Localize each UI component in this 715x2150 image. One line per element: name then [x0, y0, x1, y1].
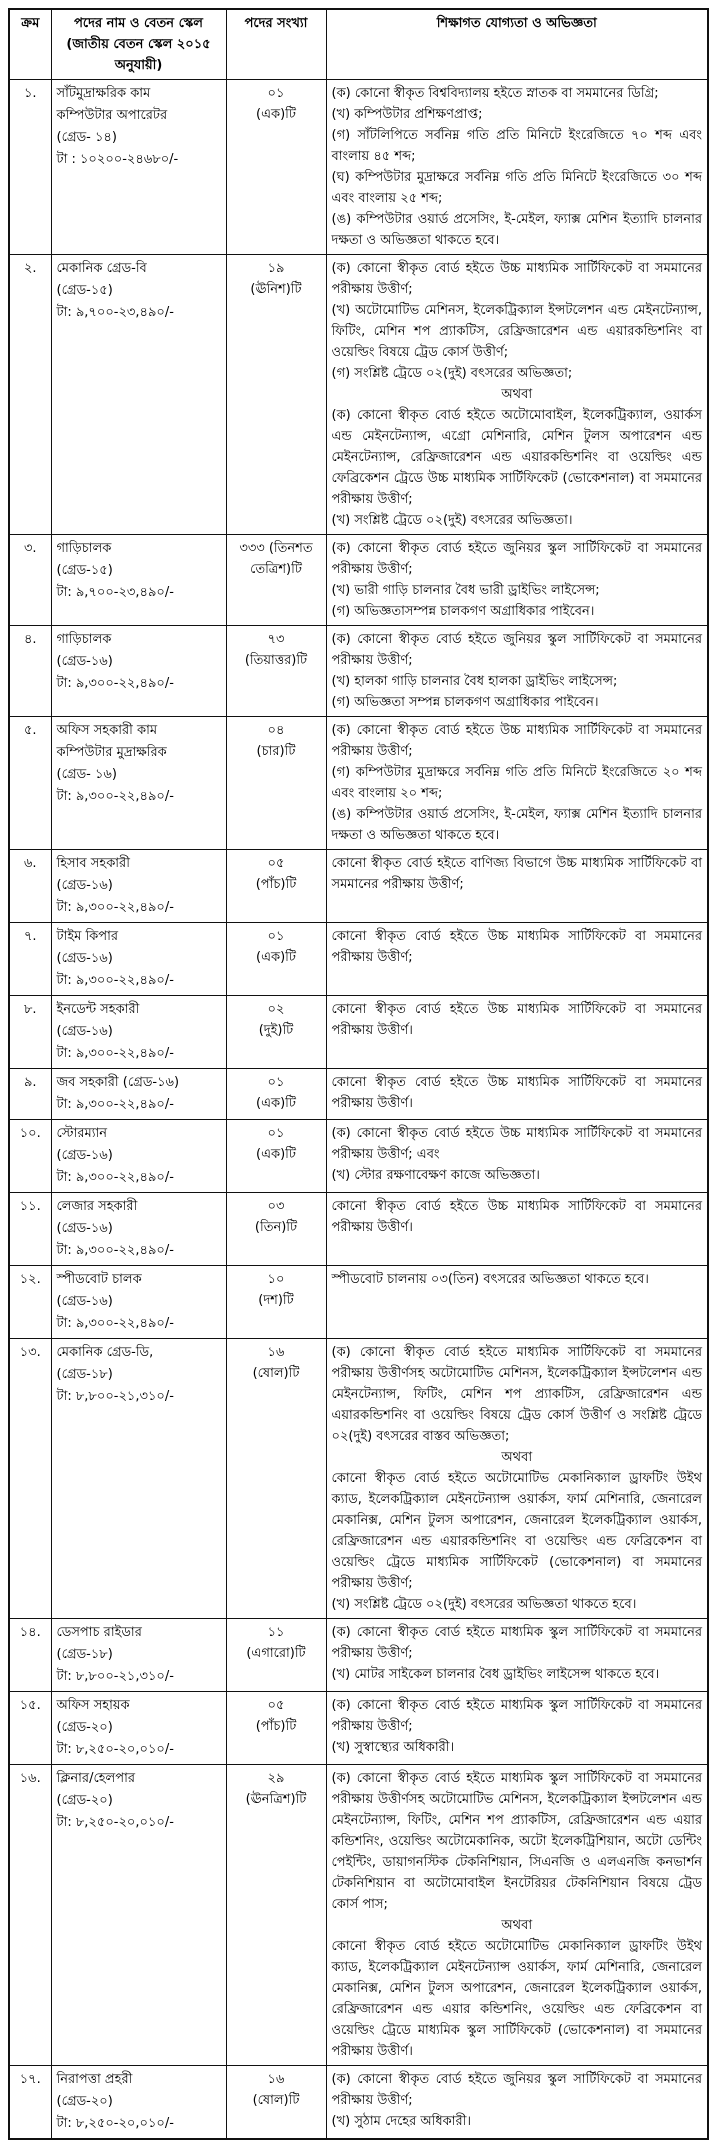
qualification-paragraph: অথবা [501, 1450, 533, 1465]
post-count-line: তেত্রিশ)টি [250, 562, 302, 577]
post-count-line: ১৬ [267, 1345, 285, 1360]
qualification-paragraph: (ক) কোনো স্বীকৃত বোর্ড হইতে অটোমোবাইল, ইলেকট্রিক্যাল, ওয়ার্কস এন্ড মেইনটেন্যান্স, এগ্রো মেশিনারি, মেশিন টুলস অপারেশন এন্ড মেইনটেন্যান্স, রেফ্রিজারেশন এন্ড এয়ারকন্ডিশনিং বা ওয়েল্ডিং এন্ড ফেব্রিকেশন ট্রেডে উচ্চ মাধ্যমিক সার্টিফিকেট (ভোকেশনাল) বা সমমানের পরীক্ষায় উত্তীর্ণ; [331, 408, 702, 507]
qualification-paragraph: (ঙ) কম্পিউটার ওয়ার্ড প্রসেসিং, ই-মেইল, ফ্যাক্স মেশিন ইত্যাদি চালনার দক্ষতা ও অভিজ্ঞতা থাকতে হবে। [331, 807, 702, 843]
table-row [9, 535, 708, 626]
qualification-paragraph: কোনো স্বীকৃত বোর্ড হইতে উচ্চ মাধ্যমিক সার্টিফিকেট বা সমমানের পরীক্ষায় উত্তীর্ণ; [331, 929, 702, 965]
post-name-line: সাঁটমুদ্রাক্ষরিক কাম [56, 86, 151, 101]
post-name-line: টা: ৮,৮০০-২১,৩১০/- [56, 1669, 174, 1684]
qualification-paragraph: কোনো স্বীকৃত বোর্ড হইতে বাণিজ্য বিভাগে উচ্চ মাধ্যমিক সার্টিফিকেট বা সমমানের পরীক্ষায় উত্তীর্ণ; [331, 856, 702, 892]
post-name-line: টা: ৮,২৫০-২০,০১০/- [56, 2116, 174, 2131]
post-name-line: মেকানিক গ্রেড-বি [56, 261, 147, 276]
table-row [9, 1692, 708, 1765]
post-name-line: (গ্রেড-২০) [56, 1793, 113, 1808]
qualification-paragraph: (ক) কোনো স্বীকৃত বোর্ড হইতে মাধ্যমিক সার্টিফিকেট বা সমমানের পরীক্ষায় উত্তীর্ণসহ অটোমোটিভ মেশিনস, ইলেকট্রিক্যাল ইন্সটলেশন এন্ড মেইনটেন্যান্স, ফিটিং, মেশিন শপ প্র্যাকটিস, রেফ্রিজারেশন এন্ড এয়ারকন্ডিশনিং বা ওয়েল্ডিং বিষয়ে ট্রেড কোর্স উত্তীর্ণ ও সংশ্লিষ্ট ট্রেডে ০২(দুই) বৎসরের বাস্তব অভিজ্ঞতা; [331, 1345, 702, 1444]
table-row [9, 1619, 708, 1692]
table-row [9, 996, 708, 1069]
serial-cell [9, 2066, 51, 2140]
qualification-paragraph: (গ) অভিজ্ঞতাসম্পন্ন চালকগণ অগ্রাধিকার পাইবেন। [331, 604, 595, 619]
post-name-line: (গ্রেড- ১৬) [56, 767, 117, 782]
post-count-line: ০৫ [267, 1698, 285, 1713]
post-count-cell [226, 923, 326, 996]
post-name-line: (গ্রেড-১৮) [56, 1647, 113, 1662]
post-name-line: টা: ৮,২৫০-২০,০১০/- [56, 1815, 174, 1830]
post-name-line: নিরাপত্তা প্রহরী [56, 2072, 133, 2087]
qualification-paragraph: (খ) স্টোর রক্ষণাবেক্ষণ কাজে অভিজ্ঞতা। [331, 1168, 540, 1183]
post-name-line: টা: ৯,৩০০-২২,৪৯০/- [56, 973, 174, 988]
serial-cell [9, 1069, 51, 1120]
table-row [9, 850, 708, 923]
post-count-line: ০১ [267, 1075, 285, 1090]
post-name-line: টা: ৯,৩০০-২২,৪৯০/- [56, 1243, 174, 1258]
qualification-paragraph: (ক) কোনো স্বীকৃত বোর্ড হইতে জুনিয়র স্কুল সার্টিফিকেট বা সমমানের পরীক্ষায় উত্তীর্ণ; [331, 541, 702, 577]
post-count-cell [226, 717, 326, 850]
post-name-line: (গ্রেড-১৫) [56, 563, 113, 578]
qualification-paragraph: (ক) কোনো স্বীকৃত বোর্ড হইতে জুনিয়র স্কুল সার্টিফিকেট বা সমমানের পরীক্ষায় উত্তীর্ণ; [331, 632, 702, 668]
header-post-name-pay-scale: পদের নাম ও বেতন স্কেল (জাতীয় বেতন স্কেল ২০১৫ অনুযায়ী) [51, 9, 226, 80]
post-name-line: টা: ৯,৭০০-২৩,৪৯০/- [56, 305, 174, 320]
post-name-line: টা: ৯,৩০০-২২,৪৯০/- [56, 900, 174, 915]
qualification-paragraph: (খ) ভারী গাড়ি চালনার বৈধ ভারী ড্রাইভিং লাইসেন্স; [331, 583, 600, 598]
serial-number: ৯. [23, 1075, 37, 1090]
table-row [9, 1069, 708, 1120]
qualification-paragraph: (ক) কোনো স্বীকৃত বোর্ড হইতে মাধ্যমিক স্কুল সার্টিফিকেট বা সমমানের পরীক্ষায় উত্তীর্ণ; [331, 1698, 702, 1734]
post-name-line: টা: ৯,৩০০-২২,৪৯০/- [56, 676, 174, 691]
post-name-line: (গ্রেড-১৬) [56, 1148, 113, 1163]
qualification-paragraph: (খ) সুঠাম দেহের অধিকারী। [331, 2114, 472, 2129]
table-row [9, 1120, 708, 1193]
post-count-line: (ষোল)টি [252, 2093, 300, 2108]
post-name-cell [51, 2066, 226, 2140]
post-name-line: টা: ৯,৭০০-২৩,৪৯০/- [56, 585, 174, 600]
table-body [9, 80, 708, 2140]
post-count-line: (চার)টি [256, 744, 296, 759]
table-row [9, 80, 708, 255]
qualification-paragraph: (ঘ) কম্পিউটার মুদ্রাক্ষরে সর্বনিম্ন গতি প্রতি মিনিটে ইংরেজিতে ৩০ শব্দ এবং বাংলায় ২৫ শব্দ; [331, 170, 702, 206]
post-name-cell [51, 1266, 226, 1339]
post-name-line: ইনডেন্ট সহকারী [56, 1002, 140, 1017]
serial-number: ৭. [23, 929, 37, 944]
post-name-line: (গ্রেড-২০) [56, 1720, 113, 1735]
post-name-line: (গ্রেড- ১৪) [56, 130, 117, 145]
post-name-line: ডেসপাচ রাইডার [56, 1625, 142, 1640]
post-name-line: গাড়িচালক [56, 541, 112, 556]
table-row [9, 2066, 708, 2140]
qualification-paragraph: (খ) কম্পিউটার প্রশিক্ষণপ্রাপ্ত; [331, 107, 483, 122]
post-count-cell [226, 626, 326, 717]
qualification-cell [326, 2066, 708, 2140]
post-count-line: ০২ [267, 1002, 285, 1017]
serial-cell [9, 1339, 51, 1619]
table-row [9, 1339, 708, 1619]
header-post-count: পদের সংখ্যা [226, 9, 326, 80]
post-count-cell [226, 255, 326, 535]
post-name-cell [51, 850, 226, 923]
qualification-paragraph: স্পীডবোট চালনায় ০৩(তিন) বৎসরের অভিজ্ঞতা থাকতে হবে। [331, 1272, 649, 1287]
post-count-line: ০৪ [267, 723, 285, 738]
qualification-cell [326, 1619, 708, 1692]
post-count-cell [226, 1193, 326, 1266]
qualification-cell [326, 1339, 708, 1619]
header-row [9, 9, 708, 80]
post-name-line: (গ্রেড-২০) [56, 2094, 113, 2109]
serial-number: ১. [23, 86, 37, 101]
post-name-cell [51, 717, 226, 850]
post-name-line: অফিস সহকারী কাম [56, 723, 158, 738]
post-name-line: (গ্রেড-১৮) [56, 1367, 113, 1382]
qualification-paragraph: (ক) কোনো স্বীকৃত বিশ্ববিদ্যালয় হইতে স্নাতক বা সমমানের ডিগ্রি; [331, 86, 659, 101]
post-name-cell [51, 1193, 226, 1266]
table-row [9, 923, 708, 996]
serial-number: ৫. [23, 723, 37, 738]
serial-cell [9, 1266, 51, 1339]
post-name-cell [51, 1120, 226, 1193]
post-name-cell [51, 255, 226, 535]
serial-cell [9, 1692, 51, 1765]
post-count-cell [226, 1619, 326, 1692]
post-name-line: জব সহকারী (গ্রেড-১৬) [56, 1075, 180, 1090]
qualification-paragraph: (খ) সুস্বাস্থ্যের অধিকারী। [331, 1740, 455, 1755]
qualification-paragraph: (ক) কোনো স্বীকৃত বোর্ড হইতে মাধ্যমিক স্কুল সার্টিফিকেট বা সমমানের পরীক্ষায় উত্তীর্ণসহ অটোমোটিভ মেশিনস, ইলেকট্রিক্যাল ইন্সটলেশন এন্ড মেইনটেন্যান্স, ফিটিং, মেশিন শপ প্র্যাকটিস, রেফ্রিজারেশন এন্ড এয়ার কন্ডিশনিং, ওয়েল্ডিং অটোমেকানিক, অটো ইলেকট্রিশিয়ান, অটো ডেন্টিং পেইন্টিং, ডায়াগনস্টিক টেকনিশিয়ান, সিএনজি ও এলএনজি কনভার্শন টেকনিশিয়ান বা অটোমোবাইল ইনটেরিয়র টেকনিশিয়ান বিষয়ে ট্রেড কোর্স পাস; [331, 1771, 702, 1912]
post-count-line: ০৫ [267, 856, 285, 871]
post-count-line: (এক)টি [256, 107, 296, 122]
post-name-line: স্টোরম্যান [56, 1126, 108, 1141]
serial-cell [9, 1765, 51, 2066]
post-count-line: ১৯ [267, 261, 285, 276]
post-name-cell [51, 996, 226, 1069]
post-name-cell [51, 80, 226, 255]
post-name-line: (গ্রেড-১৫) [56, 283, 113, 298]
post-name-line: (গ্রেড-১৬) [56, 1294, 113, 1309]
serial-cell [9, 1120, 51, 1193]
post-name-line: (গ্রেড-১৬) [56, 654, 113, 669]
post-name-line: কম্পিউটার মুদ্রাক্ষরিক [56, 745, 167, 760]
qualification-cell [326, 1120, 708, 1193]
serial-number: ১০. [19, 1126, 41, 1141]
post-count-line: ০১ [267, 1126, 285, 1141]
post-name-line: (গ্রেড-১৬) [56, 1221, 113, 1236]
serial-number: ৬. [23, 856, 37, 871]
post-name-cell [51, 535, 226, 626]
post-name-cell [51, 1619, 226, 1692]
qualification-cell [326, 717, 708, 850]
qualification-cell [326, 80, 708, 255]
qualification-paragraph: (গ) অভিজ্ঞতা সম্পন্ন চালকগণ অগ্রাধিকার পাইবেন। [331, 695, 599, 710]
post-name-line: ক্লিনার/হেলপার [56, 1771, 135, 1786]
post-count-line: ০১ [267, 86, 285, 101]
post-count-cell [226, 1266, 326, 1339]
post-name-cell [51, 1692, 226, 1765]
serial-cell [9, 923, 51, 996]
post-name-line: টাইম কিপার [56, 929, 119, 944]
post-count-cell [226, 1692, 326, 1765]
qualification-paragraph: (খ) অটোমোটিভ মেশিনস, ইলেকট্রিক্যাল ইন্সটলেশন এন্ড মেইনটেন্যান্স, ফিটিং, মেশিন শপ প্র্যাকটিস, রেফ্রিজারেশন এন্ড এয়ারকন্ডিশনিং বা ওয়েল্ডিং বিষয়ে ট্রেড কোর্স উত্তীর্ণ; [331, 303, 702, 360]
post-name-line: টা : ১০২০০-২৪৬৮০/- [56, 152, 179, 167]
post-count-line: (ঊনত্রিশ)টি [245, 1792, 307, 1807]
qualification-cell [326, 1069, 708, 1120]
serial-number: ১১. [19, 1199, 41, 1214]
post-count-line: (পাঁচ)টি [255, 877, 297, 892]
post-name-line: হিসাব সহকারী [56, 856, 130, 871]
qualification-paragraph: (খ) সংশ্লিষ্ট ট্রেডে ০২(দুই) বৎসরের অভিজ্ঞতা থাকতে হবে। [331, 1597, 637, 1612]
qualification-cell [326, 1266, 708, 1339]
serial-number: ১৪. [19, 1625, 41, 1640]
serial-cell [9, 717, 51, 850]
post-count-line: ১৬ [267, 2072, 285, 2087]
post-count-line: ৭৩ [267, 632, 285, 647]
serial-number: ১৩. [19, 1345, 41, 1360]
qualification-paragraph: (ক) কোনো স্বীকৃত বোর্ড হইতে জুনিয়র স্কুল সার্টিফিকেট বা সমমানের পরীক্ষায় উত্তীর্ণ; [331, 2072, 702, 2108]
serial-number: ১৭. [19, 2072, 41, 2087]
post-count-cell [226, 1120, 326, 1193]
post-count-line: (দশ)টি [258, 1293, 294, 1308]
qualification-paragraph: (ক) কোনো স্বীকৃত বোর্ড হইতে উচ্চ মাধ্যমিক সার্টিফিকেট বা সমমানের পরীক্ষায় উত্তীর্ণ; [331, 723, 702, 759]
post-name-line: টা: ৮,২৫০-২০,০১০/- [56, 1742, 174, 1757]
post-count-line: (পাঁচ)টি [255, 1719, 297, 1734]
table-row [9, 255, 708, 535]
qualification-paragraph: কোনো স্বীকৃত বোর্ড হইতে উচ্চ মাধ্যমিক সার্টিফিকেট বা সমমানের পরীক্ষায় উত্তীর্ণ। [331, 1199, 702, 1235]
post-name-cell [51, 1069, 226, 1120]
post-count-line: (এক)টি [256, 1147, 296, 1162]
serial-number: ৮. [23, 1002, 37, 1017]
serial-number: ৪. [23, 632, 37, 647]
post-name-line: (গ্রেড-১৬) [56, 951, 113, 966]
post-name-line: টা: ৯,৩০০-২২,৪৯০/- [56, 789, 174, 804]
serial-cell [9, 80, 51, 255]
post-name-cell [51, 1765, 226, 2066]
post-count-cell [226, 1765, 326, 2066]
post-name-cell [51, 626, 226, 717]
qualification-paragraph: কোনো স্বীকৃত বোর্ড হইতে অটোমোটিভ মেকানিক্যাল ড্রাফটিং উইথ ক্যাড, ইলেকট্রিক্যাল মেইনটেন্যান্স ওয়ার্কস, ফার্ম মেশিনারি, জেনারেল মেকানিক্স, মেশিন টুলস অপারেশন, জেনারেল ইলেকট্রিক্যাল ওয়ার্কস, রেফ্রিজারেশন এন্ড এয়ার কন্ডিশনিং, ওয়েল্ডিং এন্ড ফেব্রিকেশন বা ওয়েল্ডিং ট্রেডে মাধ্যমিক স্কুল সার্টিফিকেট (ভোকেশনাল) বা সমমানের পরীক্ষায় উত্তীর্ণ। [331, 1939, 702, 2059]
qualification-paragraph: অথবা [501, 387, 533, 402]
qualification-paragraph: (ক) কোনো স্বীকৃত বোর্ড হইতে উচ্চ মাধ্যমিক সার্টিফিকেট বা সমমানের পরীক্ষায় উত্তীর্ণ; [331, 261, 702, 297]
qualification-paragraph: (ক) কোনো স্বীকৃত বোর্ড হইতে উচ্চ মাধ্যমিক সার্টিফিকেট বা সমমানের পরীক্ষায় উত্তীর্ণ; এবং [331, 1126, 702, 1162]
post-name-line: টা: ৯,৩০০-২২,৪৯০/- [56, 1316, 174, 1331]
qualification-paragraph: (খ) মোটর সাইকেল চালনার বৈধ ড্রাইভিং লাইসেন্স থাকতে হবে। [331, 1667, 660, 1682]
qualification-paragraph: (ক) কোনো স্বীকৃত বোর্ড হইতে মাধ্যমিক স্কুল সার্টিফিকেট বা সমমানের পরীক্ষায় উত্তীর্ণ; [331, 1625, 702, 1661]
post-count-line: ২৯ [267, 1771, 285, 1786]
serial-number: ৩. [23, 541, 37, 556]
post-name-line: লেজার সহকারী [56, 1199, 138, 1214]
post-name-line: স্পীডবোট চালক [56, 1272, 142, 1287]
header-serial: ক্রম [9, 9, 51, 80]
post-name-line: গাড়িচালক [56, 632, 112, 647]
post-count-line: ০১ [267, 929, 285, 944]
post-count-cell [226, 850, 326, 923]
serial-cell [9, 626, 51, 717]
post-name-line: টা: ৯,৩০০-২২,৪৯০/- [56, 1170, 174, 1185]
post-count-cell [226, 2066, 326, 2140]
post-name-line: টা: ৮,৮০০-২১,৩১০/- [56, 1389, 174, 1404]
post-name-cell [51, 923, 226, 996]
qualification-cell [326, 1765, 708, 2066]
recruitment-table [8, 8, 709, 2140]
table-row [9, 626, 708, 717]
post-count-line: ৩৩৩ (তিনশত [239, 541, 313, 556]
serial-cell [9, 535, 51, 626]
post-name-line: অফিস সহায়ক [56, 1698, 130, 1713]
post-count-line: (এগারো)টি [246, 1646, 306, 1661]
qualification-paragraph: অথবা [501, 1918, 533, 1933]
post-name-line: টা: ৯,৩০০-২২,৪৯০/- [56, 1046, 174, 1061]
post-count-cell [226, 535, 326, 626]
qualification-cell [326, 1193, 708, 1266]
post-count-line: (এক)টি [256, 950, 296, 965]
post-name-line: (গ্রেড-১৬) [56, 1024, 113, 1039]
qualification-cell [326, 850, 708, 923]
serial-number: ১৫. [19, 1698, 41, 1713]
post-count-line: (ষোল)টি [252, 1366, 300, 1381]
qualification-paragraph: কোনো স্বীকৃত বোর্ড হইতে উচ্চ মাধ্যমিক সার্টিফিকেট বা সমমানের পরীক্ষায় উত্তীর্ণ। [331, 1075, 702, 1111]
qualification-paragraph: (খ) সংশ্লিষ্ট ট্রেডে ০২(দুই) বৎসরের অভিজ্ঞতা। [331, 513, 573, 528]
qualification-paragraph: (ঙ) কম্পিউটার ওয়ার্ড প্রসেসিং, ই-মেইল, ফ্যাক্স মেশিন ইত্যাদি চালনার দক্ষতা ও অভিজ্ঞতা থাকতে হবে। [331, 212, 702, 248]
qualification-cell [326, 996, 708, 1069]
header-qualification-experience: শিক্ষাগত যোগ্যতা ও অভিজ্ঞতা [326, 9, 708, 80]
qualification-paragraph: (গ) কম্পিউটার মুদ্রাক্ষরে সর্বনিম্ন গতি প্রতি মিনিটে ইংরেজিতে ২০ শব্দ এবং বাংলায় ২০ শব্দ; [331, 765, 702, 801]
serial-number: ১২. [19, 1272, 41, 1287]
post-count-line: ১০ [267, 1272, 285, 1287]
post-count-line: ১১ [267, 1625, 285, 1640]
serial-cell [9, 255, 51, 535]
serial-cell [9, 1193, 51, 1266]
table-row [9, 717, 708, 850]
post-count-line: (দুই)টি [258, 1023, 294, 1038]
qualification-cell [326, 1692, 708, 1765]
serial-number: ১৬. [19, 1771, 41, 1786]
qualification-paragraph: কোনো স্বীকৃত বোর্ড হইতে উচ্চ মাধ্যমিক সার্টিফিকেট বা সমমানের পরীক্ষায় উত্তীর্ণ। [331, 1002, 702, 1038]
serial-cell [9, 850, 51, 923]
post-count-cell [226, 996, 326, 1069]
post-count-cell [226, 80, 326, 255]
serial-cell [9, 996, 51, 1069]
post-name-line: টা: ৯,৩০০-২২,৪৯০/- [56, 1097, 174, 1112]
table-row [9, 1765, 708, 2066]
post-name-line: (গ্রেড-১৬) [56, 878, 113, 893]
serial-number: ২. [23, 261, 37, 276]
post-count-cell [226, 1339, 326, 1619]
serial-cell [9, 1619, 51, 1692]
post-count-line: (এক)টি [256, 1096, 296, 1111]
qualification-cell [326, 255, 708, 535]
qualification-paragraph: (গ) সাঁটলিপিতে সর্বনিম্ন গতি প্রতি মিনিটে ইংরেজিতে ৭০ শব্দ এবং বাংলায় ৪৫ শব্দ; [331, 128, 702, 164]
post-count-line: (তিন)টি [254, 1220, 298, 1235]
post-name-cell [51, 1339, 226, 1619]
post-name-line: মেকানিক গ্রেড-ডি, [56, 1345, 154, 1360]
post-name-line: কম্পিউটার অপারেটর [56, 108, 168, 123]
post-count-line: (ঊনিশ)টি [250, 282, 302, 297]
qualification-cell [326, 923, 708, 996]
qualification-cell [326, 626, 708, 717]
post-count-cell [226, 1069, 326, 1120]
qualification-paragraph: (খ) হালকা গাড়ি চালনার বৈধ হালকা ড্রাইভিং লাইসেন্স; [331, 674, 618, 689]
qualification-paragraph: কোনো স্বীকৃত বোর্ড হইতে অটোমোটিভ মেকানিক্যাল ড্রাফটিং উইথ ক্যাড, ইলেকট্রিক্যাল মেইনটেন্যান্স ওয়ার্কস, ফার্ম মেশিনারি, জেনারেল মেকানিক্স, মেশিন টুলস অপারেশন, জেনারেল ইলেকট্রিক্যাল ওয়ার্কস, রেফ্রিজারেশন এন্ড এয়ারকন্ডিশনিং বা ওয়েল্ডিং এন্ড ফেব্রিকেশন বা ওয়েল্ডিং ট্রেডে মাধ্যমিক সার্টিফিকেট (ভোকেশনাল) বা সমমানের পরীক্ষায় উত্তীর্ণ; [331, 1471, 702, 1591]
post-count-line: ০৩ [267, 1199, 285, 1214]
qualification-paragraph: (গ) সংশ্লিষ্ট ট্রেডে ০২(দুই) বৎসরের অভিজ্ঞতা; [331, 366, 573, 381]
table-row [9, 1193, 708, 1266]
post-count-line: (তিয়াত্তর)টি [244, 653, 308, 668]
qualification-cell [326, 535, 708, 626]
table-row [9, 1266, 708, 1339]
